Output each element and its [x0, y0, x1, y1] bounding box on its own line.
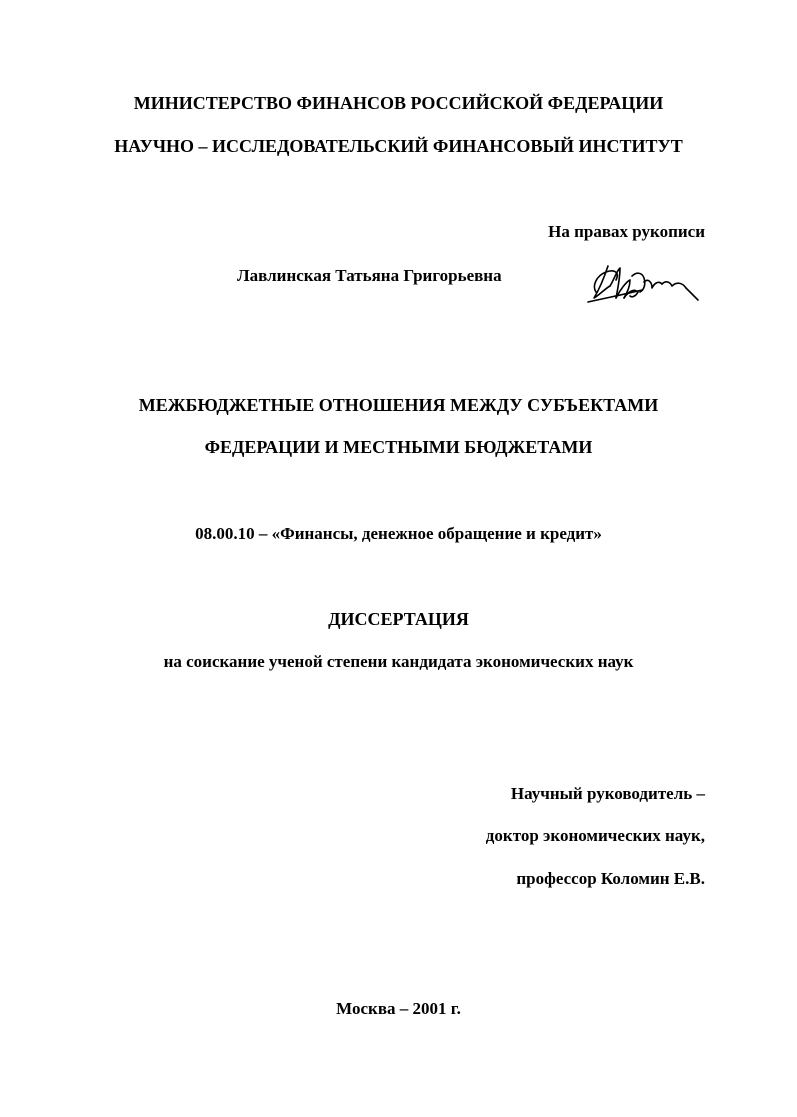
supervisor-name: профессор Коломин Е.В. [516, 869, 705, 888]
ministry-heading: МИНИСТЕРСТВО ФИНАНСОВ РОССИЙСКОЙ ФЕДЕРАЦИИ [133, 93, 664, 113]
supervisor-title: Научный руководитель – [510, 784, 705, 803]
title-line-2: ФЕДЕРАЦИИ И МЕСТНЫМИ БЮДЖЕТАМИ [204, 437, 593, 457]
supervisor-degree: доктор экономических наук, [485, 826, 705, 845]
title-line-1: МЕЖБЮДЖЕТНЫЕ ОТНОШЕНИЯ МЕЖДУ СУБЪЕКТАМИ [138, 395, 659, 415]
signature-icon [586, 258, 704, 314]
document-type: ДИССЕРТАЦИЯ [328, 609, 469, 629]
degree-statement: на соискание ученой степени кандидата экономических наук [163, 652, 634, 671]
city-year: Москва – 2001 г. [336, 999, 461, 1018]
author-name: Лавлинская Татьяна Григорьевна [237, 266, 502, 285]
specialty-code: 08.00.10 – «Финансы, денежное обращение и кредит» [195, 524, 602, 543]
institute-heading: НАУЧНО – ИССЛЕДОВАТЕЛЬСКИЙ ФИНАНСОВЫЙ ИНСТИТУТ [114, 136, 683, 156]
manuscript-note: На правах рукописи [548, 222, 705, 241]
